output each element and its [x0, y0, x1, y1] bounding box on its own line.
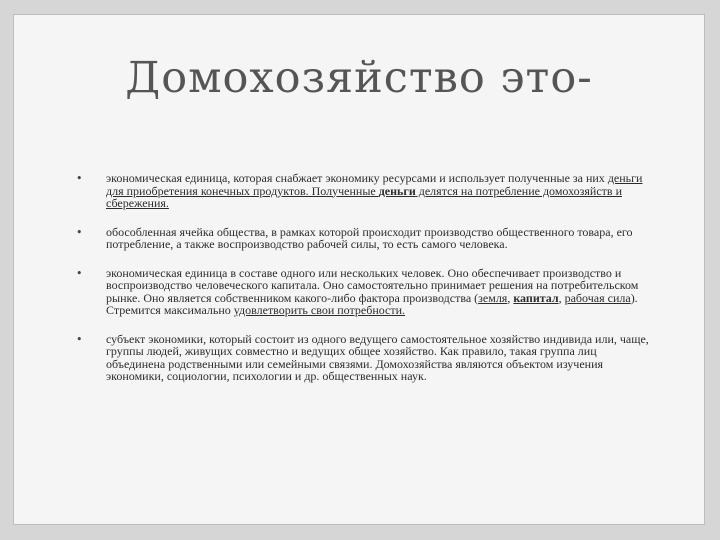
- emphasized-text[interactable]: делятся на потребление домохозяйств и сбережения.: [106, 183, 622, 210]
- bullet-icon: •: [76, 266, 83, 280]
- list-item: [76, 333, 656, 383]
- slide: [13, 14, 705, 525]
- emphasized-text[interactable]: деньги: [378, 183, 416, 198]
- text-segment: ). Стремится максимально: [106, 290, 638, 317]
- bullet-icon: •: [76, 332, 83, 346]
- slide-title: Домохозяйство это-: [125, 53, 593, 103]
- item-text: [106, 226, 656, 251]
- item-text: [106, 333, 656, 383]
- text-segment: экономическая единица, которая снабжает экономику ресурсами и использует полученные за них: [106, 171, 608, 185]
- bullet-icon: •: [76, 172, 83, 185]
- emphasized-text[interactable]: удовлетворить свои потребности.: [233, 303, 406, 317]
- emphasized-text[interactable]: деньги для приобретения конечных продуктов. Полученные: [106, 171, 643, 198]
- text-segment: субъект экономики, который состоит из одного ведущего самостоятельное хозяйство индивида или, чаще, группы людей, живущих совместно и ведущих общее хозяйство. Как правило, такая группа лиц объединена родственными или семейными связями. Домохозяйства являются объектом изучения экономики, социологии, психологии и др. общественных наук.: [106, 331, 649, 383]
- text-segment: экономическая единица в составе одного или нескольких человек. Оно обеспечивает производство и воспроизводство человеческого капитала. Оно самостоятельно принимает решения на потребительском рынке. Оно является собственником какого-либо фактора производства (: [106, 265, 639, 305]
- emphasized-text[interactable]: земля: [478, 290, 508, 305]
- item-text: [106, 267, 656, 317]
- text-segment: ,: [507, 290, 514, 305]
- item-text: [106, 172, 656, 210]
- list-item: [76, 172, 656, 210]
- list-item: [76, 267, 656, 317]
- text-segment: обособленная ячейка общества, в рамках которой происходит производство общественного товара, его потребление, а также воспроизводство рабочей силы, то есть самого человека.: [106, 224, 633, 251]
- bullet-icon: •: [76, 225, 83, 239]
- emphasized-text[interactable]: капитал: [513, 290, 559, 305]
- text-segment: ,: [558, 290, 565, 305]
- list-item: [76, 226, 656, 251]
- emphasized-text[interactable]: рабочая сила: [564, 290, 631, 305]
- definition-list: [76, 172, 656, 399]
